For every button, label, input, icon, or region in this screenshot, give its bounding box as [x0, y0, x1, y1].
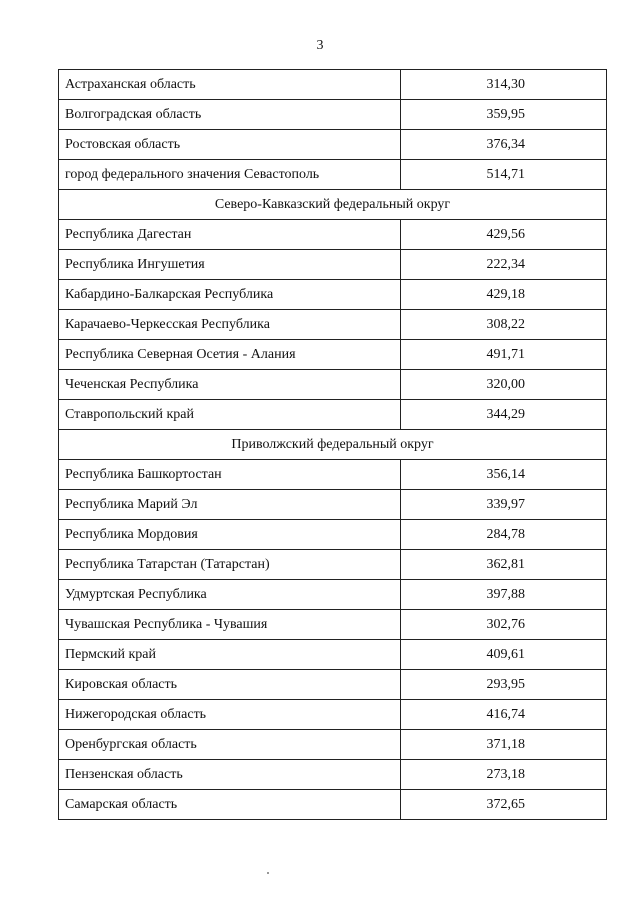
region-name-cell: Чеченская Республика — [59, 370, 401, 400]
table-row — [59, 100, 607, 130]
table-row — [59, 580, 607, 610]
section-title: Приволжский федеральный округ — [59, 430, 607, 460]
table-row — [59, 790, 607, 820]
region-name-cell: Чувашская Республика - Чувашия — [59, 610, 401, 640]
region-name-cell: Республика Ингушетия — [59, 250, 401, 280]
region-value-cell: 491,71 — [401, 340, 607, 370]
region-name-cell: Республика Дагестан — [59, 220, 401, 250]
region-value-cell: 376,34 — [401, 130, 607, 160]
region-name-cell: Самарская область — [59, 790, 401, 820]
region-name-cell: Республика Мордовия — [59, 520, 401, 550]
table-row — [59, 730, 607, 760]
region-value-cell: 429,56 — [401, 220, 607, 250]
region-value-cell: 222,34 — [401, 250, 607, 280]
region-name-cell: Оренбургская область — [59, 730, 401, 760]
region-name-cell: Нижегородская область — [59, 700, 401, 730]
region-name-cell: Удмуртская Республика — [59, 580, 401, 610]
regions-table-body — [59, 70, 607, 820]
table-row — [59, 400, 607, 430]
table-row — [59, 340, 607, 370]
section-header-row — [59, 430, 607, 460]
region-name-cell: Волгоградская область — [59, 100, 401, 130]
region-value-cell: 293,95 — [401, 670, 607, 700]
region-value-cell: 314,30 — [401, 70, 607, 100]
region-value-cell: 320,00 — [401, 370, 607, 400]
table-row — [59, 610, 607, 640]
table-row — [59, 160, 607, 190]
region-value-cell: 302,76 — [401, 610, 607, 640]
table-row — [59, 550, 607, 580]
region-name-cell: Ставропольский край — [59, 400, 401, 430]
region-value-cell: 362,81 — [401, 550, 607, 580]
table-row — [59, 460, 607, 490]
section-title: Северо-Кавказский федеральный округ — [59, 190, 607, 220]
scan-speck — [267, 872, 269, 874]
region-value-cell: 308,22 — [401, 310, 607, 340]
region-name-cell: Республика Татарстан (Татарстан) — [59, 550, 401, 580]
table-row — [59, 310, 607, 340]
region-name-cell: Республика Башкортостан — [59, 460, 401, 490]
page-number: 3 — [316, 38, 324, 53]
table-row — [59, 520, 607, 550]
region-name-cell: Республика Северная Осетия - Алания — [59, 340, 401, 370]
region-name-cell: Пензенская область — [59, 760, 401, 790]
region-value-cell: 344,29 — [401, 400, 607, 430]
region-value-cell: 409,61 — [401, 640, 607, 670]
table-row — [59, 70, 607, 100]
region-value-cell: 339,97 — [401, 490, 607, 520]
table-row — [59, 760, 607, 790]
region-value-cell: 273,18 — [401, 760, 607, 790]
regions-table — [58, 69, 607, 820]
region-value-cell: 371,18 — [401, 730, 607, 760]
table-row — [59, 130, 607, 160]
table-row — [59, 280, 607, 310]
region-value-cell: 359,95 — [401, 100, 607, 130]
region-name-cell: город федерального значения Севастополь — [59, 160, 401, 190]
table-row — [59, 490, 607, 520]
region-value-cell: 397,88 — [401, 580, 607, 610]
region-value-cell: 356,14 — [401, 460, 607, 490]
table-row — [59, 700, 607, 730]
region-value-cell: 429,18 — [401, 280, 607, 310]
region-name-cell: Пермский край — [59, 640, 401, 670]
region-name-cell: Кабардино-Балкарская Республика — [59, 280, 401, 310]
section-header-row — [59, 190, 607, 220]
region-name-cell: Астраханская область — [59, 70, 401, 100]
table-row — [59, 670, 607, 700]
region-value-cell: 514,71 — [401, 160, 607, 190]
table-row — [59, 370, 607, 400]
region-name-cell: Кировская область — [59, 670, 401, 700]
table-row — [59, 220, 607, 250]
region-name-cell: Карачаево-Черкесская Республика — [59, 310, 401, 340]
table-row — [59, 250, 607, 280]
table-row — [59, 640, 607, 670]
region-value-cell: 284,78 — [401, 520, 607, 550]
region-value-cell: 372,65 — [401, 790, 607, 820]
region-name-cell: Ростовская область — [59, 130, 401, 160]
region-value-cell: 416,74 — [401, 700, 607, 730]
region-name-cell: Республика Марий Эл — [59, 490, 401, 520]
